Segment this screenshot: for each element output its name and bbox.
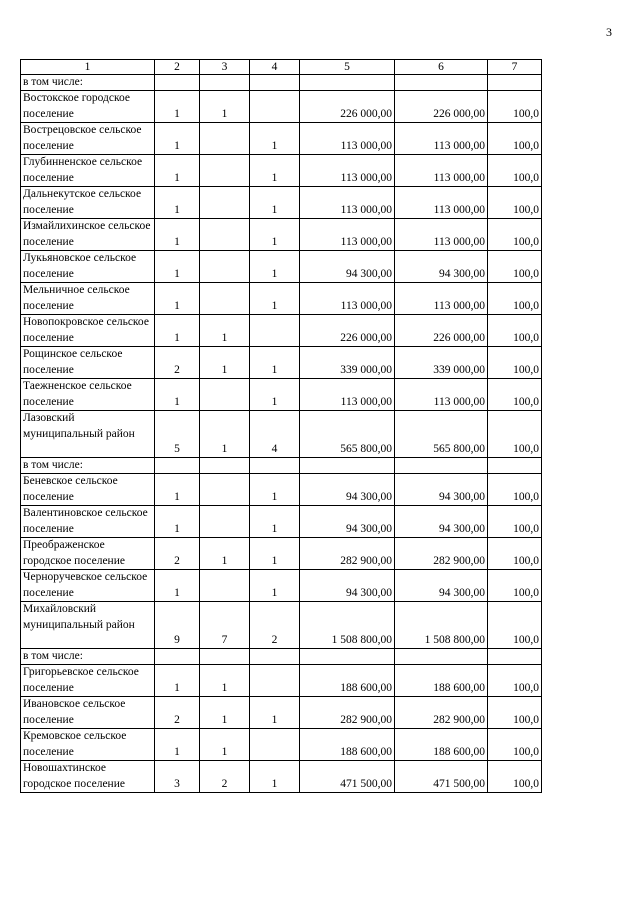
count-col3: 1 xyxy=(200,347,250,379)
amount-actual: 113 000,00 xyxy=(395,219,488,251)
amount-planned: 113 000,00 xyxy=(300,155,395,187)
count-col3 xyxy=(200,75,250,91)
settlement-name: в том числе: xyxy=(21,75,155,91)
count-col4: 1 xyxy=(250,347,300,379)
table-row xyxy=(21,665,542,697)
subheader-row xyxy=(21,458,542,474)
count-col3 xyxy=(200,458,250,474)
amount-planned: 1 508 800,00 xyxy=(300,602,395,649)
count-col4: 1 xyxy=(250,251,300,283)
count-col3: 1 xyxy=(200,697,250,729)
table-row xyxy=(21,219,542,251)
count-col3: 1 xyxy=(200,315,250,347)
table-row xyxy=(21,91,542,123)
count-total: 1 xyxy=(155,219,200,251)
count-col4 xyxy=(250,315,300,347)
count-col4: 1 xyxy=(250,379,300,411)
amount-actual xyxy=(395,75,488,91)
amount-actual: 565 800,00 xyxy=(395,411,488,458)
count-total: 1 xyxy=(155,379,200,411)
count-total xyxy=(155,649,200,665)
amount-planned: 113 000,00 xyxy=(300,123,395,155)
count-col4: 1 xyxy=(250,219,300,251)
amount-planned: 113 000,00 xyxy=(300,379,395,411)
count-col4: 1 xyxy=(250,697,300,729)
count-col3 xyxy=(200,570,250,602)
amount-actual: 226 000,00 xyxy=(395,315,488,347)
count-col3 xyxy=(200,474,250,506)
settlement-name: Черноручевское сельское поселение xyxy=(21,570,155,602)
table-row xyxy=(21,474,542,506)
count-total: 1 xyxy=(155,123,200,155)
table-row xyxy=(21,123,542,155)
percent: 100,0 xyxy=(488,538,542,570)
count-col3 xyxy=(200,155,250,187)
percent: 100,0 xyxy=(488,379,542,411)
count-col4 xyxy=(250,649,300,665)
amount-planned: 282 900,00 xyxy=(300,538,395,570)
percent: 100,0 xyxy=(488,411,542,458)
count-col4 xyxy=(250,729,300,761)
amount-planned: 188 600,00 xyxy=(300,729,395,761)
percent: 100,0 xyxy=(488,91,542,123)
amount-planned: 113 000,00 xyxy=(300,219,395,251)
amount-planned: 94 300,00 xyxy=(300,251,395,283)
amount-actual: 113 000,00 xyxy=(395,187,488,219)
percent: 100,0 xyxy=(488,251,542,283)
percent: 100,0 xyxy=(488,347,542,379)
count-col3 xyxy=(200,123,250,155)
count-col3 xyxy=(200,283,250,315)
count-total: 5 xyxy=(155,411,200,458)
count-total: 1 xyxy=(155,283,200,315)
count-col4: 4 xyxy=(250,411,300,458)
count-total: 1 xyxy=(155,91,200,123)
count-col4: 1 xyxy=(250,283,300,315)
settlement-name: Кремовское сельское поселение xyxy=(21,729,155,761)
settlement-name: Дальнекутское сельское поселение xyxy=(21,187,155,219)
amount-planned: 113 000,00 xyxy=(300,187,395,219)
count-col4 xyxy=(250,91,300,123)
amount-actual: 188 600,00 xyxy=(395,729,488,761)
amount-planned: 226 000,00 xyxy=(300,315,395,347)
district-row xyxy=(21,411,542,458)
amount-planned: 471 500,00 xyxy=(300,761,395,793)
count-col3: 1 xyxy=(200,665,250,697)
amount-actual: 282 900,00 xyxy=(395,538,488,570)
table-row xyxy=(21,538,542,570)
amount-planned: 113 000,00 xyxy=(300,283,395,315)
table-header-row xyxy=(21,60,542,75)
amount-planned xyxy=(300,75,395,91)
percent: 100,0 xyxy=(488,697,542,729)
table-row xyxy=(21,506,542,538)
table-row xyxy=(21,315,542,347)
header-cell: 3 xyxy=(200,60,250,75)
count-col4: 1 xyxy=(250,155,300,187)
amount-planned: 188 600,00 xyxy=(300,665,395,697)
count-total: 9 xyxy=(155,602,200,649)
count-total: 1 xyxy=(155,251,200,283)
count-total: 3 xyxy=(155,761,200,793)
amount-actual: 113 000,00 xyxy=(395,379,488,411)
table-row xyxy=(21,347,542,379)
percent xyxy=(488,75,542,91)
percent: 100,0 xyxy=(488,729,542,761)
settlement-name: Ивановское сельское поселение xyxy=(21,697,155,729)
count-total xyxy=(155,75,200,91)
district-row xyxy=(21,602,542,649)
percent xyxy=(488,649,542,665)
percent: 100,0 xyxy=(488,602,542,649)
subheader-row xyxy=(21,75,542,91)
settlement-name: Лазовский муниципальный район xyxy=(21,411,155,458)
percent: 100,0 xyxy=(488,283,542,315)
table-row xyxy=(21,283,542,315)
count-total: 1 xyxy=(155,187,200,219)
amount-actual: 113 000,00 xyxy=(395,155,488,187)
count-col3 xyxy=(200,649,250,665)
amount-actual xyxy=(395,649,488,665)
table-row xyxy=(21,155,542,187)
amount-planned: 282 900,00 xyxy=(300,697,395,729)
percent: 100,0 xyxy=(488,761,542,793)
count-col4: 1 xyxy=(250,570,300,602)
header-cell: 6 xyxy=(395,60,488,75)
count-col3: 1 xyxy=(200,411,250,458)
header-cell: 1 xyxy=(21,60,155,75)
settlement-name: Вострецовское сельское поселение xyxy=(21,123,155,155)
percent: 100,0 xyxy=(488,155,542,187)
percent: 100,0 xyxy=(488,187,542,219)
settlement-name: Михайловский муниципальный район xyxy=(21,602,155,649)
settlement-name: Измайлихинское сельское поселение xyxy=(21,219,155,251)
header-cell: 2 xyxy=(155,60,200,75)
amount-planned: 94 300,00 xyxy=(300,506,395,538)
count-col4: 1 xyxy=(250,506,300,538)
count-total: 2 xyxy=(155,697,200,729)
count-col3 xyxy=(200,251,250,283)
count-col3 xyxy=(200,506,250,538)
count-col3: 7 xyxy=(200,602,250,649)
count-total: 1 xyxy=(155,665,200,697)
settlement-name: Григорьевское сельское поселение xyxy=(21,665,155,697)
amount-actual: 282 900,00 xyxy=(395,697,488,729)
amount-actual: 113 000,00 xyxy=(395,283,488,315)
count-col3 xyxy=(200,187,250,219)
amount-planned: 226 000,00 xyxy=(300,91,395,123)
settlement-name: в том числе: xyxy=(21,458,155,474)
count-total: 1 xyxy=(155,570,200,602)
percent xyxy=(488,458,542,474)
settlement-name: Мельничное сельское поселение xyxy=(21,283,155,315)
header-cell: 4 xyxy=(250,60,300,75)
count-col3: 1 xyxy=(200,538,250,570)
table-row xyxy=(21,729,542,761)
settlement-name: Валентиновское сельское поселение xyxy=(21,506,155,538)
settlement-name: Новошахтинское городское поселение xyxy=(21,761,155,793)
table-row xyxy=(21,379,542,411)
percent: 100,0 xyxy=(488,665,542,697)
amount-planned xyxy=(300,649,395,665)
count-total: 1 xyxy=(155,506,200,538)
count-col4 xyxy=(250,665,300,697)
count-total: 1 xyxy=(155,315,200,347)
budget-table xyxy=(20,59,542,793)
amount-actual: 226 000,00 xyxy=(395,91,488,123)
amount-actual: 94 300,00 xyxy=(395,570,488,602)
settlement-name: Лукьяновское сельское поселение xyxy=(21,251,155,283)
count-col4: 1 xyxy=(250,123,300,155)
count-col4: 2 xyxy=(250,602,300,649)
percent: 100,0 xyxy=(488,123,542,155)
count-col4 xyxy=(250,75,300,91)
count-col3: 2 xyxy=(200,761,250,793)
percent: 100,0 xyxy=(488,219,542,251)
count-total: 1 xyxy=(155,474,200,506)
percent: 100,0 xyxy=(488,570,542,602)
amount-actual: 94 300,00 xyxy=(395,251,488,283)
amount-actual: 471 500,00 xyxy=(395,761,488,793)
count-col4: 1 xyxy=(250,761,300,793)
settlement-name: Глубинненское сельское поселение xyxy=(21,155,155,187)
settlement-name: Беневское сельское поселение xyxy=(21,474,155,506)
amount-actual: 113 000,00 xyxy=(395,123,488,155)
count-col4 xyxy=(250,458,300,474)
settlement-name: Новопокровское сельское поселение xyxy=(21,315,155,347)
amount-actual xyxy=(395,458,488,474)
percent: 100,0 xyxy=(488,474,542,506)
count-col3: 1 xyxy=(200,91,250,123)
table-row xyxy=(21,570,542,602)
amount-planned: 565 800,00 xyxy=(300,411,395,458)
settlement-name: Таежненское сельское поселение xyxy=(21,379,155,411)
table-row xyxy=(21,187,542,219)
header-cell: 5 xyxy=(300,60,395,75)
count-total: 2 xyxy=(155,538,200,570)
amount-actual: 94 300,00 xyxy=(395,506,488,538)
count-col4: 1 xyxy=(250,474,300,506)
table-row xyxy=(21,697,542,729)
header-cell: 7 xyxy=(488,60,542,75)
amount-planned: 94 300,00 xyxy=(300,474,395,506)
amount-actual: 188 600,00 xyxy=(395,665,488,697)
count-total: 1 xyxy=(155,729,200,761)
table-row xyxy=(21,251,542,283)
subheader-row xyxy=(21,649,542,665)
settlement-name: Востокское городское поселение xyxy=(21,91,155,123)
settlement-name: в том числе: xyxy=(21,649,155,665)
amount-actual: 339 000,00 xyxy=(395,347,488,379)
count-col4: 1 xyxy=(250,187,300,219)
table-row xyxy=(21,761,542,793)
percent: 100,0 xyxy=(488,315,542,347)
count-total: 1 xyxy=(155,155,200,187)
count-col4: 1 xyxy=(250,538,300,570)
percent: 100,0 xyxy=(488,506,542,538)
count-total xyxy=(155,458,200,474)
count-col3 xyxy=(200,219,250,251)
settlement-name: Рощинское сельское поселение xyxy=(21,347,155,379)
settlement-name: Преображенское городское поселение xyxy=(21,538,155,570)
page-number: 3 xyxy=(606,25,612,39)
amount-planned: 94 300,00 xyxy=(300,570,395,602)
count-col3: 1 xyxy=(200,729,250,761)
amount-planned: 339 000,00 xyxy=(300,347,395,379)
amount-actual: 1 508 800,00 xyxy=(395,602,488,649)
amount-actual: 94 300,00 xyxy=(395,474,488,506)
count-total: 2 xyxy=(155,347,200,379)
amount-planned xyxy=(300,458,395,474)
count-col3 xyxy=(200,379,250,411)
